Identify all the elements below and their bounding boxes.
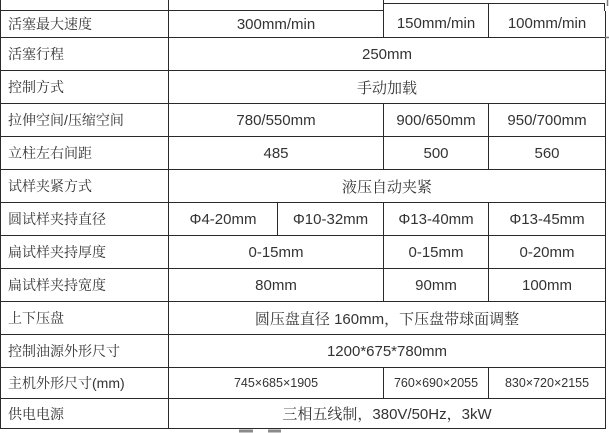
spec-label: 活塞行程 [1, 38, 169, 71]
table-row [1, 170, 606, 203]
spec-value: 100mm/min [489, 11, 606, 38]
spec-label: 供电电源 [1, 399, 169, 429]
spec-value: 0-20mm [489, 236, 606, 269]
spec-label: 控制油源外形尺寸 [1, 335, 169, 368]
spec-label: 拉伸空间/压缩空间 [1, 104, 169, 137]
table-row [1, 38, 606, 71]
spec-label: 主机外形尺寸(mm) [1, 368, 169, 399]
spec-value: 950/700mm [489, 104, 606, 137]
spec-label: 试样夹紧方式 [1, 170, 169, 203]
spec-value: 0-15mm [384, 236, 489, 269]
spec-label: 控制方式 [1, 71, 169, 104]
spec-label: 活塞最大速度 [1, 11, 169, 38]
spec-label: 立柱左右间距 [1, 137, 169, 170]
table-row [1, 104, 606, 137]
spec-value: Φ13-45mm [489, 203, 606, 236]
spec-label: 扁试样夹持宽度 [1, 269, 169, 302]
spec-value: 745×685×1905 [169, 368, 384, 399]
spec-value: 0-15mm [169, 236, 384, 269]
spec-value: 手动加载 [169, 71, 606, 104]
spec-value: 760×690×2055 [384, 368, 489, 399]
table-row [1, 137, 606, 170]
spec-value: Φ4-20mm [169, 203, 278, 236]
table-row [1, 399, 606, 429]
specification-table [0, 10, 606, 429]
spec-value: 900/650mm [384, 104, 489, 137]
table-row [1, 368, 606, 399]
table-row [1, 11, 606, 38]
spec-value: Φ13-40mm [384, 203, 489, 236]
spec-value: 560 [489, 137, 606, 170]
spec-value: 1200*675*780mm [169, 335, 606, 368]
spec-value: 圆压盘直径 160mm，下压盘带球面调整 [169, 302, 606, 335]
spec-value: 830×720×2155 [489, 368, 606, 399]
table-row [1, 71, 606, 104]
table-row [1, 236, 606, 269]
spec-value: 90mm [384, 269, 489, 302]
spec-value: 780/550mm [169, 104, 384, 137]
spec-value: 150mm/min [384, 11, 489, 38]
spec-label: 扁试样夹持厚度 [1, 236, 169, 269]
spec-value: 500 [384, 137, 489, 170]
spec-value: 250mm [169, 38, 606, 71]
table-row [1, 302, 606, 335]
spec-value: 80mm [169, 269, 384, 302]
spec-value: 485 [169, 137, 384, 170]
spec-value: 300mm/min [169, 11, 384, 38]
spec-value: 三相五线制，380V/50Hz，3kW [169, 399, 606, 429]
spec-value: 100mm [489, 269, 606, 302]
table-row [1, 203, 606, 236]
spec-label: 上下压盘 [1, 302, 169, 335]
table-row [1, 269, 606, 302]
spec-value: Φ10-32mm [278, 203, 384, 236]
table-row [1, 335, 606, 368]
spec-label: 圆试样夹持直径 [1, 203, 169, 236]
spec-value: 液压自动夹紧 [169, 170, 606, 203]
